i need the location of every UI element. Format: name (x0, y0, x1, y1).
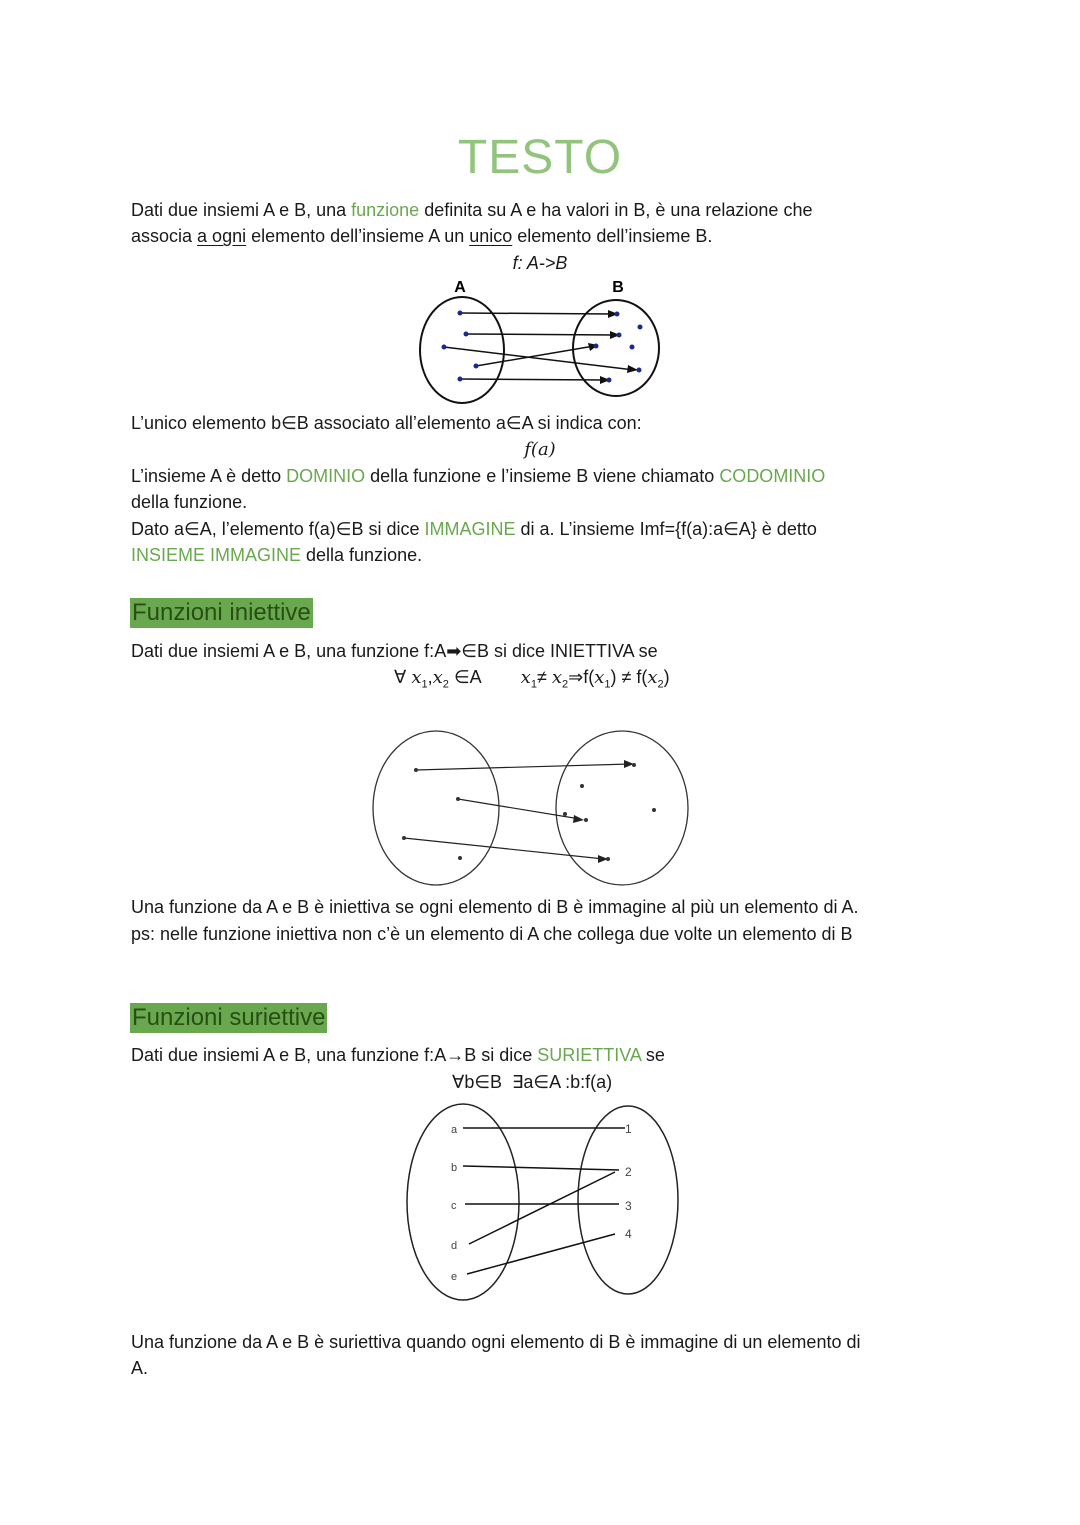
domain-ellipse (407, 1104, 519, 1300)
injective-arrow-heads (573, 760, 634, 863)
injective-description-1: Una funzione da A e B è iniettiva se ogni elemento di B è immagine al più un elemento di A. (131, 897, 859, 917)
domain-label: d (451, 1240, 458, 1252)
sub-2: 2 (562, 678, 569, 691)
sub-1: 1 (421, 678, 428, 691)
function-diagram (410, 276, 670, 408)
surjective-formula: ∀b∈B ∃a∈A :b:f(a) (452, 1072, 613, 1092)
term-insieme-immagine: INSIEME IMMAGINE (131, 545, 302, 565)
math-x: x (594, 667, 605, 688)
domain-label: e (451, 1271, 458, 1283)
intro-text: definita su A e ha valori in B, è una relazione che (419, 200, 813, 220)
def-text: L’insieme A è detto (131, 466, 287, 486)
forall-symbol: ∀ (394, 667, 407, 687)
domain-label: c (451, 1200, 457, 1212)
implies-symbol: ⇒f( (568, 667, 595, 687)
math-x: x (432, 667, 443, 688)
function-notation: f: A->B (512, 253, 568, 273)
def-text: della funzione. (301, 545, 423, 565)
codomain-label: 3 (625, 1199, 632, 1213)
element-points (442, 311, 643, 383)
mapping-arrows (444, 313, 634, 380)
domain-line (131, 463, 825, 490)
intro-line-2 (131, 223, 712, 250)
codomain-label: 4 (625, 1227, 632, 1241)
injective-description-2: ps: nelle funzione iniettiva non c’è un elemento di A che collega due volte un elemento di B (131, 924, 853, 944)
underlined-a-ogni: a ogni (197, 226, 247, 246)
fa-notation (0, 436, 1080, 464)
term-funzione: funzione (351, 200, 420, 220)
def-text: se (640, 1045, 665, 1065)
fa-text: f(a) (524, 439, 556, 460)
math-x: x (520, 667, 531, 688)
injective-definition: Dati due insiemi A e B, una funzione f:A➡∈B si dice INIETTIVA se (131, 641, 658, 661)
set-a-label: A (454, 279, 466, 296)
surjective-diagram (405, 1100, 679, 1306)
surjective-description-2: A. (131, 1358, 149, 1378)
set-b-label: B (612, 279, 624, 296)
sub-1: 1 (604, 678, 611, 691)
term-codominio: CODOMINIO (719, 466, 826, 486)
def-text: Dato a∈A, l’elemento f(a)∈B si dice (131, 519, 425, 539)
surjective-mapping-lines (463, 1128, 625, 1274)
math-x: x (551, 667, 563, 688)
def-text: della funzione e l’insieme B viene chiamato (365, 466, 720, 486)
math-x: x (647, 667, 658, 688)
domain-label: b (451, 1162, 458, 1174)
surjective-description-1: Una funzione da A e B è suriettiva quando ogni elemento di B è immagine di un elemento di (131, 1332, 861, 1352)
injective-points (402, 763, 656, 861)
term-immagine: IMMAGINE (424, 519, 516, 539)
math-x: x (411, 667, 422, 688)
domain-labels (451, 1124, 458, 1283)
injective-diagram (368, 728, 694, 890)
section-heading-surjective: Funzioni suriettive (132, 1004, 326, 1031)
term-suriettiva: SURIETTIVA (537, 1045, 641, 1065)
underlined-unico: unico (469, 226, 513, 246)
intro-text: elemento dell’insieme B. (512, 226, 713, 246)
sub-2: 2 (442, 678, 449, 691)
injective-arrows (404, 764, 630, 859)
in-a: ∈A (453, 667, 481, 687)
sub-2: 2 (657, 678, 664, 691)
def-text: di a. L’insieme Imf={f(a):a∈A} è detto (515, 519, 817, 539)
domain-ellipse (373, 731, 499, 885)
codomain-label: 2 (625, 1165, 632, 1179)
injective-formula: ∀ $x_1,x_2$ ∈A $x_1\ne$ $x_2\Rightarrow f(x_1) \ne f(x_2)$ (394, 667, 670, 691)
intro-text: elemento dell’insieme A un (246, 226, 470, 246)
term-dominio: DOMINIO (286, 466, 366, 486)
intro-line-1 (131, 197, 812, 224)
neq-symbol: ≠ (536, 667, 547, 687)
image-set-line (131, 542, 422, 569)
intro-text: Dati due insiemi A e B, una (131, 200, 352, 220)
domain-label: a (451, 1124, 458, 1136)
section-heading-injective: Funzioni iniettive (132, 599, 311, 626)
page-title: TESTO (457, 131, 623, 184)
intro-text: associa (131, 226, 198, 246)
codomain-labels (625, 1122, 632, 1241)
close-paren: ) (663, 667, 670, 687)
domain-line-2: della funzione. (131, 492, 248, 512)
def-text: Dati due insiemi A e B, una funzione f:A→B si dice (131, 1045, 538, 1065)
image-line (131, 516, 817, 543)
neq-fx: ) ≠ f( (610, 667, 648, 687)
codomain-label: 1 (625, 1122, 632, 1136)
sub-1: 1 (530, 678, 537, 691)
codomain-ellipse (556, 731, 688, 885)
surjective-definition (131, 1042, 665, 1069)
unique-element-line: L’unico elemento b∈B associato all’elemento a∈A si indica con: (131, 413, 642, 433)
